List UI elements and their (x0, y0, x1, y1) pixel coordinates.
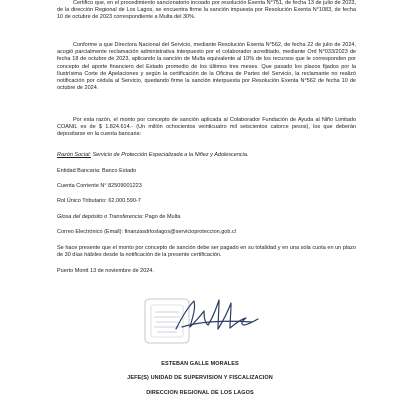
paragraph-deadline: Se hace presente que el monto por concepto de sanción debe ser pagado en su totalidad y en una sola cuota en un plazo de 30 días hábiles desde la notificación de la presente certificación. (57, 245, 356, 259)
razon-social-line: Razón Social: Servicio de Protección Especializada a la Niñez y Adolescencia. (57, 152, 249, 158)
paragraph-amount: Por esta razón, el monto por concepto de sanción aplicada al Colaborador Fundación de Ayuda al Niño Limitado COANIL es de $ 1.824.614.- (Un millón ochocientos veinticuatro mil seiscientos catorce pesos), los que deberán depositarse en la cuenta bancaria: (57, 117, 356, 138)
signatory-title: JEFE(S) UNIDAD DE SUPERVISION Y FISCALIZACION (127, 375, 273, 381)
glosa-line: Glosa del depósito o Transferencia: Pago de Multa (57, 214, 181, 220)
correo-line: Correo Electrónico (Email): finanzasdrloslagos@servicioproteccion.gob.cl (57, 229, 236, 235)
paragraph-resolution: Conforme a que Directora Nacional del Servicio, mediante Resolución Exenta N°562, de fecha 22 de julio de 2024, acogió parcialmente reclamación administrativa interpuesto por el colaborador acreditado, mediante Ord N°033/2023 de fecha 18 de octubre de 2023, aplicando la sanción de Multa equivalente al 10% de los recursos que le corresponden por concepto del aporte financiero del Estado promedio de los últimos tres meses. Que pasado los plazos fijados por la Ilustrísima Corte de Apelaciones y según la certificación de la Oficina de Partes del Servicio, la reclamante no realizó notificación por cédula al Servicio, quedando firme la sanción interpuesta por Resolución Exenta N°562 de fecha 10 de octubre de 2024. (57, 42, 356, 92)
place-date: Puerto Montt 13 de noviembre de 2024. (57, 268, 154, 274)
rol-unico-tributario-line: Rol Único Tributario: 62.000.590-7 (57, 198, 141, 204)
handwritten-signature (168, 291, 264, 341)
paragraph-certification: Certifico que, en el procedimiento sancionatorio incoado por resolución Exenta N°751, de fecha 13 de julio de 2023, de la dirección Regional de Los Lagos, se encuentra firme la sanción impuesta por Resolución Exenta N°1083, de fecha 10 de octubre de 2023 correspondiente a Multa del 30%. (57, 0, 356, 21)
entidad-bancaria-line: Entidad Bancaria: Banco Estado (57, 168, 137, 174)
cuenta-corriente-line: Cuenta Corriente N° 82509001223 (57, 183, 142, 189)
signatory-office: DIRECCION REGIONAL DE LOS LAGOS (146, 390, 254, 396)
signatory-name: ESTEBAN GALLE MORALES (161, 361, 239, 367)
